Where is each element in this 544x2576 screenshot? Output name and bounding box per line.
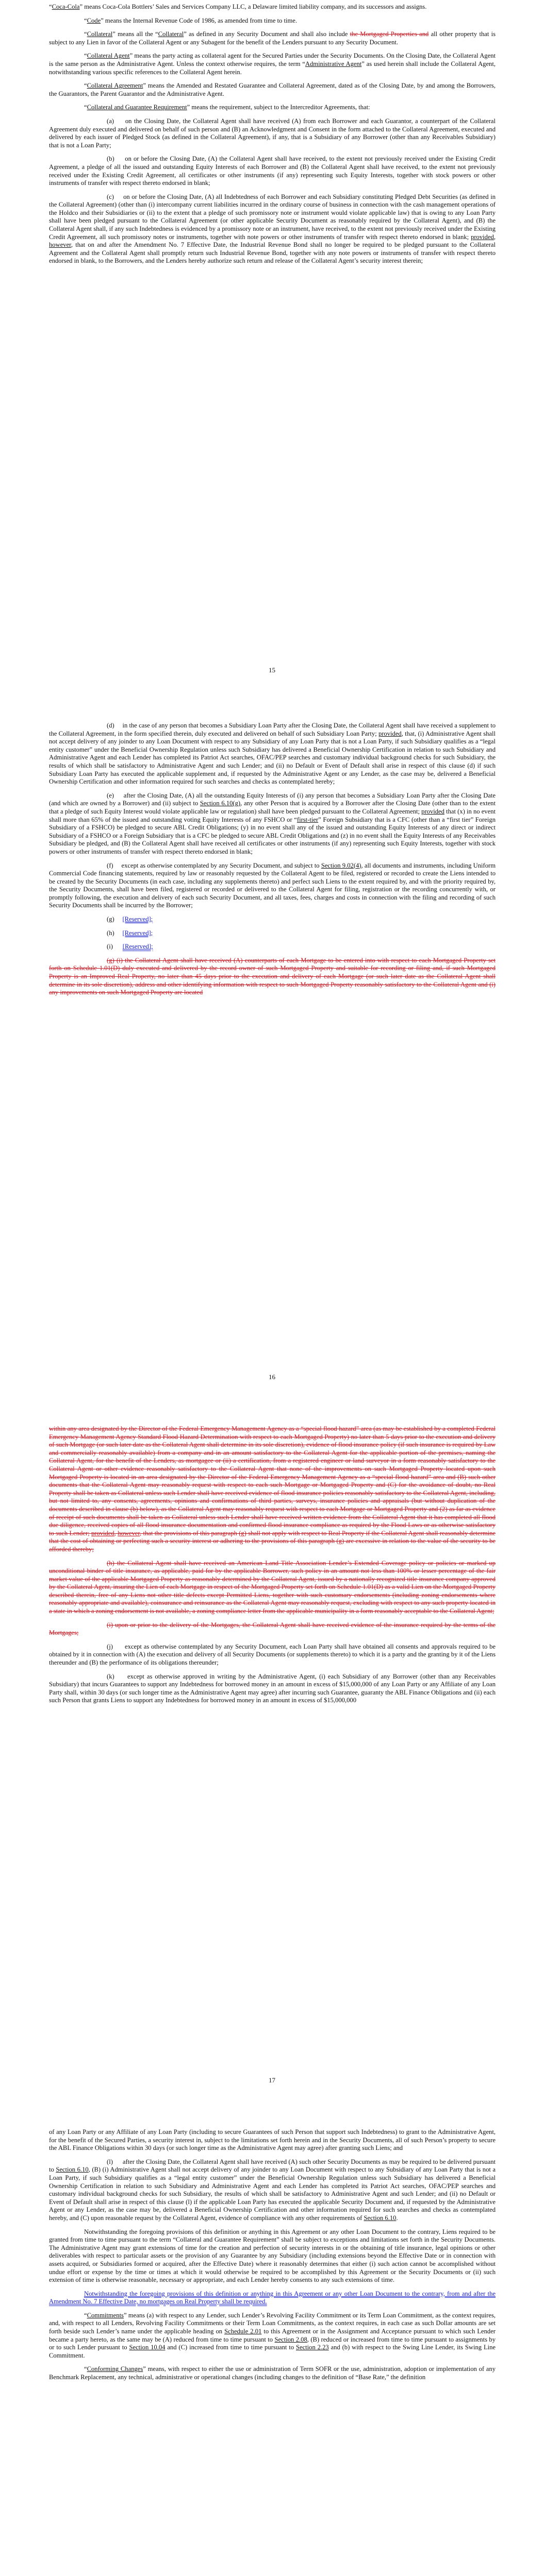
page-16 xyxy=(0,703,544,1406)
paragraph: “Collateral and Guarantee Requirement” means the requirement, subject to the Intercreditor Agreements, that: xyxy=(84,104,370,111)
page-number: 17 xyxy=(269,2076,275,2084)
page-body xyxy=(49,3,496,271)
paragraph: “Code” means the Internal Revenue Code of 1986, as amended from time to time. xyxy=(84,16,298,24)
paragraph: (i) upon or prior to the delivery of the Mortgages, the Collateral Agent shall have received evidence of the insurance required by the terms of the Mortgages; xyxy=(49,1621,496,1637)
page-number: 16 xyxy=(269,1373,275,1381)
page-15 xyxy=(0,0,544,703)
paragraph: (j) except as otherwise contemplated by any Security Document, each Loan Party shall have obtained all consents and approvals required to be obtained by it in connection with (A) the execution and delivery of all Security Documents (or supplements thereto) to which it is a party and the granting by it of the Liens thereunder and (B) the performance of its obligations thereunder; xyxy=(49,1642,496,1667)
paragraph: Notwithstanding the foregoing provisions of this definition or anything in this Agreement or any other Loan Document to the contrary, Liens required to be granted from time to time pursuant to the term “Collateral and Guarantee Requirement” shall be subject to exceptions and limitations set forth in the Security Documents. The Administrative Agent may grant extensions of time for the creation and perfection of security interests in or the obtaining of title insurance, legal opinions or other deliverables with respect to particular assets or the provision of any Guarantee by any Subsidiary (including extensions beyond the Effective Date or in connection with assets acquired, or Subsidiaries formed or acquired, after the Effective Date) where it reasonably determines that either (i) such action cannot be accomplished without undue effort or expense by the time or times at which it would otherwise be required to be accomplished by this Agreement or the Security Documents or (ii) such extension of time is otherwise reasonable, necessary or appropriate, and each Lender hereby consents to any such extensions of time. xyxy=(49,2228,496,2284)
paragraph: (d) in the case of any person that becomes a Subsidiary Loan Party after the Closing Date, the Collateral Agent shall have received a supplement to the Collateral Agreement, in the form specified therein, duly executed and delivered on behalf of such Subsidiary Loan Party; provided, that, (i) Administrative Agent shall not accept delivery of any joinder to any Loan Document with respect to any Subsidiary of any Loan Party that is not a Loan Party, if such Subsidiary qualifies as a “legal entity customer” under the Beneficial Ownership Regulation unless such Subsidiary has delivered a Beneficial Ownership Certification in relation to such Subsidiary and Administrative Agent and each Lender has completed its Patriot Act searches, OFAC/PEP searches and customary individual background checks for such Subsidiary, the results of which shall be satisfactory to Administrative Agent and such Lender; and (ii) no Default or Event of Default shall arise in respect of this clause (d) if such Subsidiary Loan Party has executed the applicable supplement and, if requested by the Administrative Agent or any Lender, as the case may be, delivered a Beneficial Ownership Certification and other information required for such searches and checks as contemplated hereby; xyxy=(49,722,496,786)
page-17 xyxy=(0,1406,544,2110)
paragraph: “Collateral Agent” means the party acting as collateral agent for the Secured Parties under the Security Documents. On the Closing Date, the Collateral Agent is the same person as the Administrative Agent. Unless the context otherwise requires, the term “Administrative Agent” as used herein shall include the Collateral Agent, notwithstanding various specific references to the Collateral Agent herein. xyxy=(49,52,496,76)
paragraph: (k) except as otherwise approved in writing by the Administrative Agent, (i) each Subsidiary of any Borrower (other than any Receivables Subsidiary) that incurs Guarantees to support any Indebtedness for borrowed money in an amount in excess of $15,000,000 of any Loan Party or any Affiliate of any Loan Party shall, within 30 days (or such longer time as the Administrative Agent may agree) after incurring such Guarantee, guaranty the ABL Finance Obligations and (ii) each such Person that grants Liens to support any Indebtedness for borrowed money in an amount in excess of $15,000,000 xyxy=(49,1672,496,1704)
paragraph: (a) on the Closing Date, the Collateral Agent shall have received (A) from each Borrower and each Guarantor, a counterpart of the Collateral Agreement duly executed and delivered on behalf of such person and (B) an Acknowledgment and Consent in the form attached to the Collateral Agreement, executed and delivered by each issuer of Pledged Stock (as defined in the Collateral Agreement), if any, that is a Subsidiary of any Borrower (other than any Receivables Subsidiary) that is not a Loan Party; xyxy=(49,117,496,149)
page-body xyxy=(49,722,496,1003)
page-18 xyxy=(0,2110,544,2576)
paragraph: (c) on or before the Closing Date, (A) all Indebtedness of each Borrower and each Subsidiary constituting Pledged Debt Securities (as defined in the Collateral Agreement) (other than (i) intercompany current liabilities incurred in the ordinary course of business in connection with the cash management operations of the Holdco and their Subsidiaries or (ii) to the extent that a pledge of such promissory note or instrument would violate applicable law) that is owing to any Loan Party shall have been pledged pursuant to the Collateral Agreement (or other applicable Security Document as reasonably required by the Collateral Agent), and (B) the Collateral Agent shall, if any such Indebtedness is evidenced by a promissory note or an instrument, have received, to the extent not previously received under the Existing Credit Agreement, all such promissory notes or instruments, together with note powers or other instruments of transfer with respect thereto endorsed in blank; provided, however, that on and after the Amendment No. 7 Effective Date, the Industrial Revenue Bond shall no longer be required to be pledged pursuant to the Collateral Agreement and the Collateral Agent shall promptly return such Industrial Revenue Bond, together with any note powers or instruments of transfer with respect thereto endorsed in blank, to the Borrowers, and the Lenders hereby authorize such return and release of the Collateral Agent’s security interest therein; xyxy=(49,193,496,265)
paragraph: (h) the Collateral Agent shall have received an American Land Title Association Lender’s Extended Coverage policy or policies or marked up unconditional binder of title insurance, as applicable, paid for by the applicable Borrower, such policy in an amount not less than 100% or lesser percentage of the fair market value of the applicable Mortgaged Property as reasonably determined by the Collateral Agent, issued by a nationally recognized title insurance company approved by the Collateral Agent, insuring the Lien of each Mortgage in respect of the Mortgaged Property set forth on Schedule 1.01(D) as a valid Lien on the Mortgaged Property described therein, free of any Liens not other title defects except Permitted Liens, together with such customary endorsements (including zoning endorsements where reasonably appropriate and available), coinsurance and reinsurance as the Collateral Agent may reasonably request, excluding with respect to any such property located in a state in which a zoning endorsement is not available, a zoning compliance letter from the applicable municipality in a form reasonably acceptable to the Collateral Agent; xyxy=(49,1559,496,1615)
paragraph: “Collateral” means all the “Collateral” as defined in any Security Document and shall also include the Mortgaged Properties and all other property that is subject to any Lien in favor of the Collateral Agent or any Subagent for the benefit of the Lenders pursuant to any Security Document. xyxy=(49,30,496,46)
paragraph: (i) [Reserved]; xyxy=(107,943,153,951)
paragraph: of any Loan Party or any Affiliate of any Loan Party (including to secure Guarantees of such Person that support such Indebtedness) to grant to the Administrative Agent, for the benefit of the Secured Parties, a security interest in, subject to the limitations set forth herein and in the Security Documents, all of such Person’s property to secure the ABL Finance Obligations within 30 days (or such longer time as the Administrative Agent may agree) after granting such Liens; and xyxy=(49,2128,496,2152)
paragraph: (e) after the Closing Date, (A) all the outstanding Equity Interests of (i) any person that becomes a Subsidiary Loan Party after the Closing Date (and which are owned by a Borrower) and (ii) subject to Section 6.10(g), any other Person that is acquired by a Borrower after the Closing Date (other than to the extent that a pledge of such Equity Interest would violate applicable law or regulation) shall have been pledged pursuant to the Collateral Agreement; provided that (x) in no event shall more than 65% of the issued and outstanding voting Equity Interests of any FSHCO or “first-tier” Foreign Subsidiary that is a CFC (other than a “first tier” Foreign Subsidiary of a FSHCO) be pledged to secure ABL Credit Obligations; (y) in no event shall any of the issued and outstanding Equity Interests of any direct or indirect Subsidiary of a FSHCO or a Foreign Subsidiary that is a CFC be pledged to secure ABL Credit Obligations and (z) in no event shall the Equity Interests of any Receivables Subsidiary be pledged, and (B) the Collateral Agent shall have received all certificates or other instruments (if any) representing such Equity Interests, together with stock powers or other instruments of transfer with respect thereto endorsed in blank; xyxy=(49,791,496,855)
paragraph: “Coca-Cola” means Coca-Cola Bottlers’ Sales and Services Company LLC, a Delaware limited liability company, and its successors and assigns. xyxy=(49,3,427,10)
paragraph: (f) except as otherwise contemplated by any Security Document, and subject to Section 9.02(4), all documents and instruments, including Uniform Commercial Code financing statements, required by law or reasonably requested by the Collateral Agent to be filed, registered or recorded to create the Liens intended to be created by the Security Documents (in each case, including any supplements thereto) and perfect such Liens to the extent required by, and with the priority required by, the Security Documents, shall have been filed, registered or recorded or delivered to the Collateral Agent for filing, registration or the recording concurrently with, or promptly following, the execution and delivery of each such Security Document, and all taxes, fees, charges and costs in connection with the filing and recording of such Security Documents shall be incurred by the Borrower; xyxy=(49,861,496,909)
paragraph: within any area designated by the Director of the Federal Emergency Management Agency as a “special flood hazard” area (as may be established by a completed Federal Emergency Management Agency Standard Flood Hazard Determination with respect to each Mortgaged Property) no later than 5 days prior to the execution and delivery of such Mortgage (or such later date as the Collateral Agent shall determine in its sole discretion), evidence of flood insurance policy (if such insurance is required by Law and commercially reasonably available) from a company and in an amount satisfactory to the Collateral Agent for the applicable portion of the premises, naming the Collateral Agent, for the benefit of the Lenders, as mortgagee or (ii) a certification, from a registered engineer or land surveyor in a form reasonably satisfactory to the Collateral Agent or other evidence reasonably satisfactory to the Collateral Agent that none of the improvements on such Mortgaged Property located upon such Mortgaged Property is located in an area designated by the Director of the Federal Emergency Management Agency as a “special flood hazard” area and (B) such other documents that the Collateral Agent may reasonably request with respect to each such Mortgage or Mortgaged Property and (C) for the avoidance of doubt, no Real Property shall be taken as Collateral unless such Lender shall have received evidence of flood insurance policies reasonably satisfactory to the Collateral Agent, including, but not limited to, any consents, agreements, opinions and confirmations of third parties, surveys, insurance policies and appraisals (but without duplication of the documents described in clause (b) below), as the Collateral Agent may reasonably request with respect to each Mortgage or Mortgaged Property and (2) as far as evidence of receipt of such documents shall be taken as Collateral unless such Lender shall have received written evidence from the Collateral Agent that it has completed all flood due diligence, received copies of all flood insurance documentation and confirmed flood insurance compliance as required by the Flood Laws or as otherwise satisfactory to such Lender; provided, however, that the provisions of this paragraph (g) shall not apply with respect to Real Property if the Collateral Agent shall reasonably determine that the cost of obtaining or perfecting such a security interest or adhering to the provisions of this paragraph (g) are excessive in relation to the value of the security to be afforded thereby; xyxy=(49,1425,496,1553)
paragraph: “Commitments” means (a) with respect to any Lender, such Lender’s Revolving Facility Commitment or its Term Loan Commitment, as the context requires, and, with respect to all Lenders, Revolving Facility Commitments or their Term Loan Commitments, as the context requires, in each case as such Dollar amounts are set forth beside such Lender’s name under the applicable heading on Schedule 2.01 to this Agreement or in the Assignment and Acceptance pursuant to which such Lender became a party hereto, as the same may be (A) reduced from time to time pursuant to Section 2.08, (B) reduced or increased from time to time pursuant to assignments by or to such Lender pursuant to Section 10.04 and (C) increased from time to time pursuant to Section 2.23 and (b) with respect to the Swing Line Lender, its Swing Line Commitment. xyxy=(49,2311,496,2359)
paragraph: (h) [Reserved]; xyxy=(107,929,153,937)
paragraph: (l) after the Closing Date, the Collateral Agent shall have received (A) such other Security Documents as may be required to be delivered pursuant to Section 6.10, (B) (i) Administrative Agent shall not accept delivery of any joinder to any Loan Document with respect to any Subsidiary of any Loan Party that is not a Loan Party, if such Subsidiary qualifies as a “legal entity customer” under the Beneficial Ownership Regulation unless such Subsidiary has delivered a Beneficial Ownership Certification in relation to such Subsidiary and Administrative Agent and each Lender has completed its Patriot Act searches, OFAC/PEP searches and customary individual background checks for such Subsidiary, the results of which shall be satisfactory to Administrative Agent and such Lender; and (ii) no Default or Event of Default shall arise in respect of this clause (l) if the applicable Loan Party has executed the applicable Security Document and, if requested by the Administrative Agent or any Lender, as the case may be, delivered a Beneficial Ownership Certification and other information required for such searches and checks as contemplated hereby, and (C) upon reasonable request by the Collateral Agent, evidence of compliance with any other requirements of Section 6.10. xyxy=(49,2158,496,2222)
paragraph: Notwithstanding the foregoing provisions of this definition or anything in this Agreement or any other Loan Document to the contrary, from and after the Amendment No. 7 Effective Date, no mortgages on Real Property shall be required. xyxy=(49,2290,496,2306)
page-number: 15 xyxy=(269,666,275,674)
paragraph: (g) [Reserved]; xyxy=(107,916,153,923)
paragraph: (g) (i) the Collateral Agent shall have received (A) counterparts of each Mortgage to be entered into with respect to each Mortgaged Property set forth on Schedule 1.01(D) duly executed and delivered by the record owner of such Mortgaged Property and suitable for recording or filing and, if such Mortgaged Property is an Improved Real Property, no later than 45 days prior to the execution and delivery of each Mortgage (or such later date as the Collateral Agent shall determine in its sole discretion), address and other identifying information with respect to such Mortgaged Property reasonably satisfactory to the Collateral Agent and (i) any improvements on such Mortgaged Property are located xyxy=(49,956,496,996)
page-body xyxy=(49,2128,496,2387)
paragraph: “Collateral Agreement” means the Amended and Restated Guarantee and Collateral Agreement, dated as of the Closing Date, by and among the Borrowers, the Guarantors, the Parent Guarantor and the Administrative Agent. xyxy=(49,82,496,97)
paragraph: (b) on or before the Closing Date, (A) the Collateral Agent shall have received, to the extent not previously received under the Existing Credit Agreement, a pledge of all the issued and outstanding Equity Interests of each Borrower and (B) the Collateral Agent shall have received, to the extent not previously received under the Existing Credit Agreement, all certificates or other instruments (if any) representing such Equity Interests, together with stock powers or other instruments of transfer with respect thereto endorsed in blank; xyxy=(49,155,496,187)
page-body xyxy=(49,1425,496,1710)
paragraph: “Conforming Changes” means, with respect to either the use or administration of Term SOFR or the use, administration, adoption or implementation of any Benchmark Replacement, any technical, administrative or operational changes (including changes to the definition of “Base Rate,” the definition xyxy=(49,2365,496,2381)
